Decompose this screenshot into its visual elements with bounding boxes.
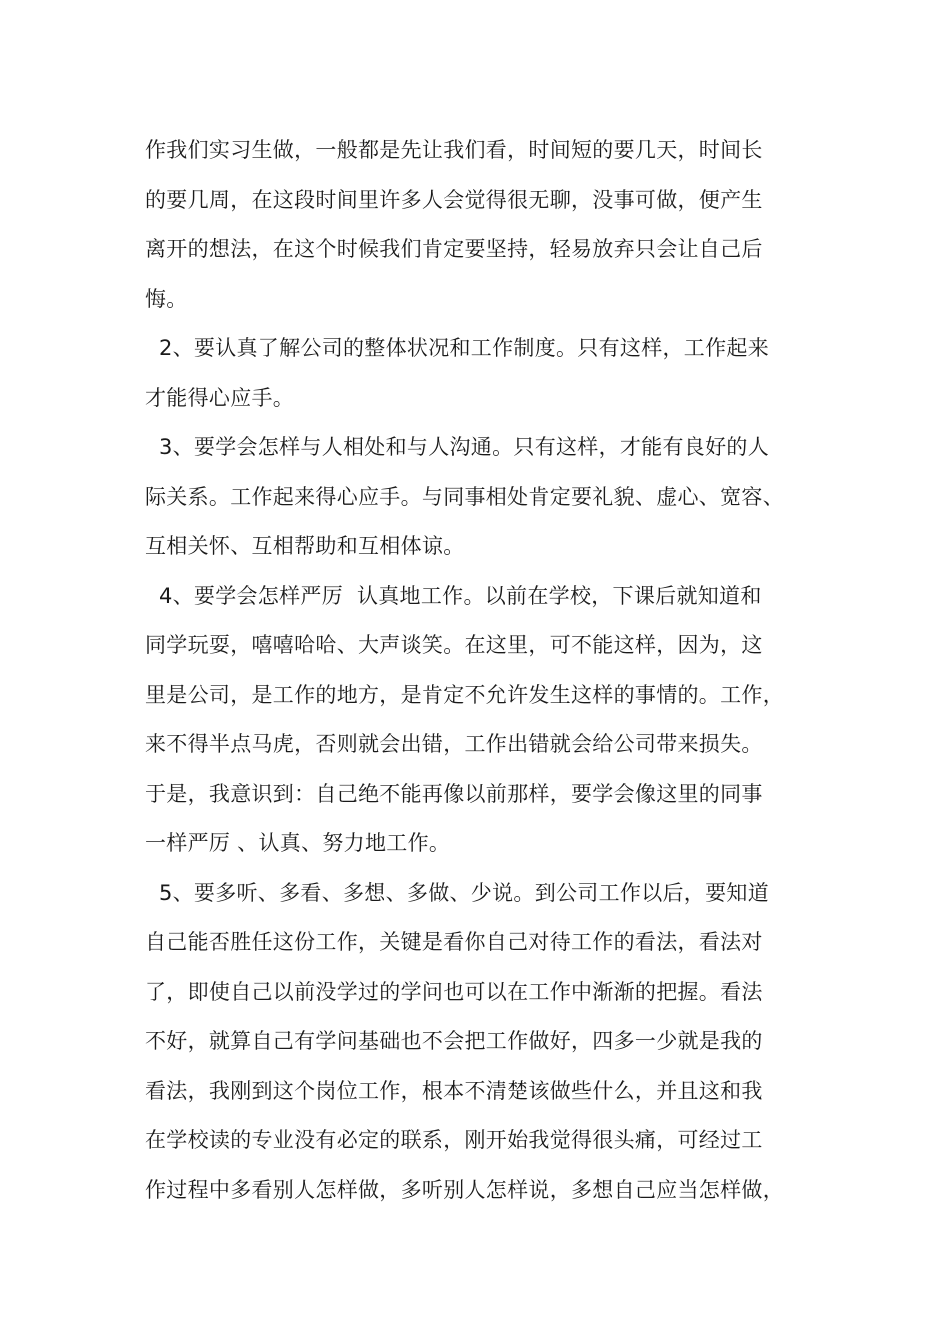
text-line: 看法，我刚到这个岗位工作，根本不清楚该做些什么，并且这和我 [145, 1078, 763, 1103]
text-line: 才能得心应手。 [145, 385, 295, 410]
text-line: 在学校读的专业没有必定的联系，刚开始我觉得很头痛，可经过工 [145, 1128, 763, 1152]
text-line: 一样严厉 、认真、努力地工作。 [145, 831, 451, 855]
text-line: 4、要学会怎样严厉 认真地工作。以前在学校，下课后就知道和 [145, 583, 762, 608]
text-line: 2、要认真了解公司的整体状况和工作制度。只有这样，工作起来 [145, 336, 770, 360]
text-line: 悔。 [145, 286, 188, 311]
text-line: 了，即使自己以前没学过的学问也可以在工作中渐渐的把握。看法 [145, 979, 763, 1004]
text-line: 互相关怀、互相帮助和互相体谅。 [145, 534, 465, 558]
text-line: 际关系。工作起来得心应手。与同事相处肯定要礼貌、虚心、宽容、 [145, 484, 784, 509]
text-line: 3、要学会怎样与人相处和与人沟通。只有这样，才能有良好的人 [145, 435, 770, 459]
text-line: 不好，就算自己有学问基础也不会把工作做好，四多一少就是我的 [145, 1029, 763, 1053]
text-line: 作过程中多看别人怎样做，多听别人怎样说，多想自己应当怎样做， [145, 1177, 784, 1202]
text-line: 来不得半点马虎，否则就会出错，工作出错就会给公司带来损失。 [145, 732, 763, 756]
text-line: 自己能否胜任这份工作，关键是看你自己对待工作的看法，看法对 [145, 930, 763, 954]
text-line: 同学玩耍，嘻嘻哈哈、大声谈笑。在这里，可不能这样，因为，这 [145, 633, 763, 657]
text-line: 的要几周，在这段时间里许多人会觉得很无聊，没事可做，便产生 [145, 187, 763, 212]
text-line: 里是公司，是工作的地方，是肯定不允许发生这样的事情的。工作， [145, 682, 784, 707]
body-text [145, 126, 835, 1215]
text-line: 作我们实习生做，一般都是先让我们看，时间短的要几天，时间长 [145, 138, 763, 162]
text-line: 5、要多听、多看、多想、多做、少说。到公司工作以后，要知道 [145, 880, 770, 905]
text-line: 离开的想法，在这个时候我们肯定要坚持，轻易放弃只会让自己后 [145, 237, 763, 261]
text-line: 于是，我意识到：自己绝不能再像以前那样，要学会像这里的同事 [145, 781, 763, 806]
